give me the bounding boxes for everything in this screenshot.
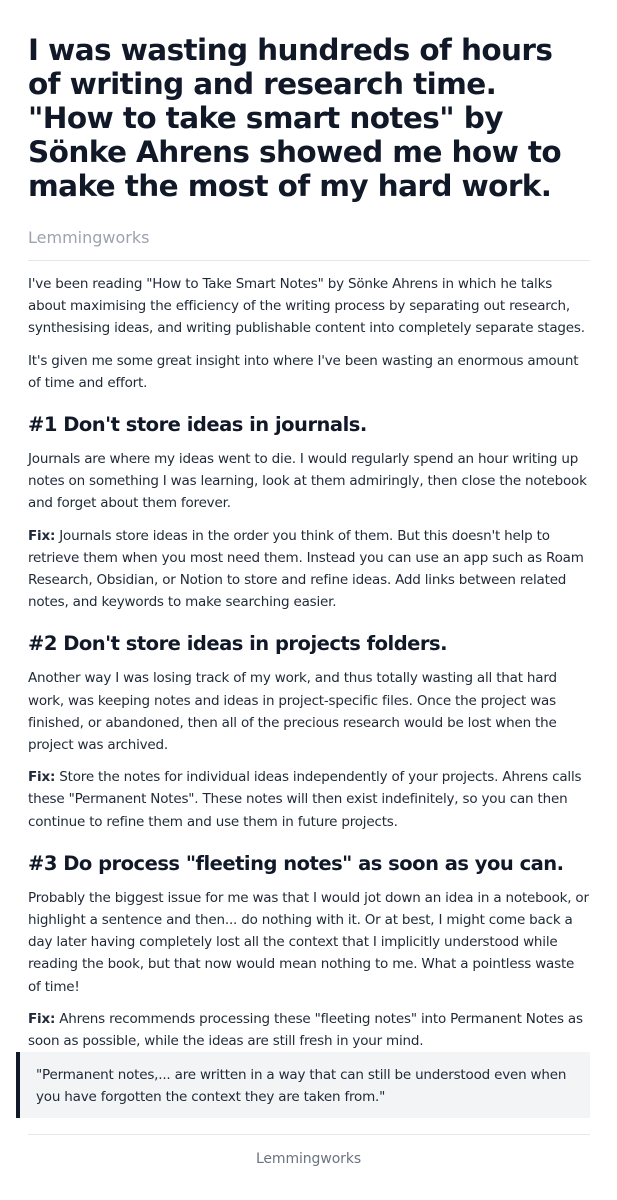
intro-paragraph: It's given me some great insight into where I've been wasting an enormous amount of time and effort. bbox=[28, 352, 579, 391]
section-fix-3 bbox=[28, 1008, 590, 1052]
fix-label: Fix: bbox=[28, 769, 56, 786]
section-body-3: Probably the biggest issue for me was that I would jot down an idea in a notebook, or highlight a sentence and then... do nothing with it. Or at best, I might come back a day later having completely lost all the context that I implicitly understood while reading the book, but that now would mean nothing to me. What a pointless waste of time! bbox=[28, 889, 589, 995]
fix-text: Store the notes for individual ideas independently of your projects. Ahrens calls these "Permanent Notes". These notes will then exist indefinitely, so you can then continue to refine them and use them in future projects. bbox=[28, 769, 582, 830]
section-fix-2 bbox=[28, 766, 590, 833]
article-body bbox=[28, 273, 590, 1052]
quote-text: "Permanent notes,... are written in a way that can still be understood even when you have forgotten the context they are taken from." bbox=[36, 1067, 567, 1106]
section-fix-1 bbox=[28, 525, 590, 614]
intro-paragraph: I've been reading "How to Take Smart Notes" by Sönke Ahrens in which he talks about maximising the efficiency of the writing process by separating out research, synthesising ideas, and writing publishable content into completely separate stages. bbox=[28, 276, 585, 337]
section-heading-1: #1 Don't store ideas in journals. bbox=[28, 413, 367, 437]
fix-text: Journals store ideas in the order you think of them. But this doesn't help to retrieve them when you most need them. Instead you can use an app such as Roam Research, Obsidian, or Notion to store and refine ideas. Add links between related notes, and keywords to make searching easier. bbox=[28, 527, 584, 611]
fix-text: Ahrens recommends processing these "fleeting notes" into Permanent Notes as soon as possible, while the ideas are still fresh in your mind. bbox=[28, 1010, 583, 1050]
section-heading-2: #2 Don't store ideas in projects folders. bbox=[28, 632, 448, 656]
footer-divider bbox=[28, 1134, 590, 1135]
author-name: Lemmingworks bbox=[28, 228, 590, 261]
fix-label: Fix: bbox=[28, 527, 56, 544]
article bbox=[28, 0, 590, 1052]
page-title: I was wasting hundreds of hours of writing and research time. "How to take smart notes" by Sönke Ahrens showed me how to make the most of my hard work. bbox=[28, 33, 562, 203]
section-heading-3: #3 Do process "fleeting notes" as soon as you can. bbox=[28, 851, 564, 875]
blockquote bbox=[16, 1052, 590, 1118]
footer-author: Lemmingworks bbox=[255, 1151, 362, 1167]
fix-label: Fix: bbox=[28, 1010, 56, 1027]
section-body-1: Journals are where my ideas went to die. I would regularly spend an hour writing up notes on something I was learning, look at them admiringly, then close the notebook and forget about them forever. bbox=[28, 451, 587, 512]
section-body-2: Another way I was losing track of my work, and thus totally wasting all that hard work, was keeping notes and ideas in project-specific files. Once the project was finished, or abandoned, then all of the precious research would be lost when the project was archived. bbox=[28, 670, 557, 754]
